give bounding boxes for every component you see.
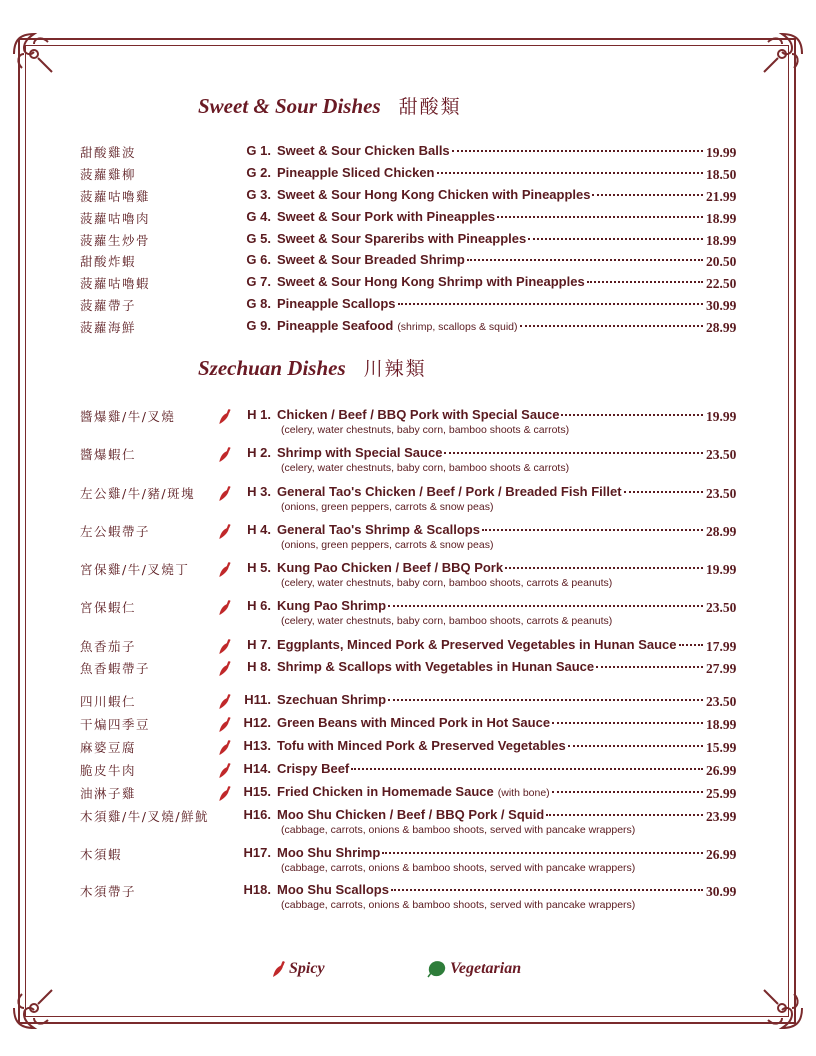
item-name: Moo Shu Shrimp	[277, 845, 381, 860]
item-name: Green Beans with Minced Pork in Hot Sauce	[277, 715, 551, 730]
chili-pepper-icon	[218, 716, 234, 732]
item-price: 23.50	[706, 447, 737, 462]
item-price: 22.50	[706, 276, 737, 291]
item-name: Sweet & Sour Chicken Balls	[277, 143, 450, 158]
item-price: 18.99	[706, 211, 737, 226]
item-name: Tofu with Minced Pork & Preserved Vegetables	[277, 738, 566, 753]
dot-leader	[552, 722, 703, 724]
item-price: 17.99	[706, 639, 737, 654]
legend-spicy	[272, 960, 325, 978]
dot-leader	[391, 889, 703, 891]
item-code: G 4.	[246, 209, 271, 224]
item-name-line	[277, 187, 703, 202]
item-price: 15.99	[706, 740, 737, 755]
item-note: (shrimp, scallops & squid)	[397, 321, 518, 333]
item-name: Sweet & Sour Hong Kong Chicken with Pineapples	[277, 187, 591, 202]
item-chinese-name: 菠蘿咕嚕雞	[80, 189, 151, 204]
dot-leader	[679, 644, 703, 646]
item-description: (celery, water chestnuts, baby corn, bamboo shoots, carrots & peanuts)	[281, 577, 613, 589]
item-chinese-name: 甜酸雞波	[80, 145, 137, 160]
item-price: 30.99	[706, 884, 737, 899]
item-price: 27.99	[706, 661, 737, 676]
chili-pepper-icon	[218, 638, 234, 654]
item-name: Sweet & Sour Pork with Pineapples	[277, 209, 496, 224]
item-code: H11.	[244, 692, 271, 707]
item-name-line	[277, 598, 703, 613]
dot-leader	[444, 452, 703, 454]
item-code: H 2.	[247, 445, 271, 460]
item-name: Eggplants, Minced Pork & Preserved Vegetables in Hunan Sauce	[277, 637, 677, 652]
dot-leader	[505, 567, 703, 569]
item-name: Sweet & Sour Breaded Shrimp	[277, 252, 465, 267]
item-chinese-name: 油淋子雞	[80, 786, 137, 801]
item-name-line	[277, 407, 703, 422]
item-name-line	[277, 845, 703, 860]
chili-pepper-icon	[272, 960, 286, 978]
item-code: G 7.	[246, 274, 271, 289]
chili-pepper-icon	[218, 660, 234, 676]
item-price: 20.50	[706, 254, 737, 269]
item-name-line	[277, 692, 703, 707]
dot-leader	[452, 150, 703, 152]
item-name-line	[277, 637, 703, 652]
item-description: (onions, green peppers, carrots & snow peas)	[281, 501, 494, 513]
legend-vegetarian-label: Vegetarian	[450, 960, 522, 977]
section-title-text: Szechuan Dishes	[198, 356, 346, 380]
corner-ornament-icon	[8, 982, 60, 1034]
item-name-line	[277, 165, 703, 180]
item-chinese-name: 木須雞/牛/叉燒/鮮魷	[80, 809, 210, 824]
item-chinese-name: 醬爆蝦仁	[80, 447, 137, 462]
item-price: 19.99	[706, 409, 737, 424]
item-name-line	[277, 484, 703, 499]
item-code: H16.	[243, 807, 271, 822]
section-title-chinese: 川辣類	[363, 358, 427, 380]
item-chinese-name: 醬爆雞/牛/叉燒	[80, 409, 176, 424]
item-name-line	[277, 445, 703, 460]
item-name: Chicken / Beef / BBQ Pork with Special Sauce	[277, 407, 560, 422]
item-price: 28.99	[706, 524, 737, 539]
dot-leader	[546, 814, 703, 816]
item-name: Sweet & Sour Hong Kong Shrimp with Pineapples	[277, 274, 585, 289]
item-name-line	[277, 522, 703, 537]
item-name-line	[277, 659, 703, 674]
item-price: 23.50	[706, 600, 737, 615]
item-code: G 5.	[246, 231, 271, 246]
item-name-line	[277, 784, 703, 799]
item-chinese-name: 左公蝦帶子	[80, 524, 151, 539]
dot-leader	[520, 325, 703, 327]
item-price: 26.99	[706, 847, 737, 862]
dot-leader	[552, 791, 703, 793]
item-note: (with bone)	[497, 787, 550, 799]
item-name: Shrimp & Scallops with Vegetables in Hunan Sauce	[277, 659, 595, 674]
item-chinese-name: 甜酸炸蝦	[80, 254, 137, 269]
item-price: 19.99	[706, 562, 737, 577]
chili-pepper-icon	[218, 561, 234, 577]
item-name: Moo Shu Scallops	[277, 882, 389, 897]
item-code: H12.	[243, 715, 271, 730]
item-price: 19.99	[706, 145, 737, 160]
leaf-icon	[427, 960, 447, 978]
item-price: 23.99	[706, 809, 737, 824]
item-chinese-name: 菠蘿咕嚕肉	[80, 211, 151, 226]
item-name-line	[277, 209, 703, 224]
item-chinese-name: 左公雞/牛/豬/斑塊	[80, 486, 196, 501]
item-price: 30.99	[706, 298, 737, 313]
dot-leader	[398, 303, 704, 305]
item-chinese-name: 菠蘿帶子	[80, 298, 137, 313]
item-chinese-name: 干煸四季豆	[80, 717, 151, 732]
item-name-line	[277, 296, 703, 311]
item-chinese-name: 木須帶子	[80, 884, 137, 899]
item-price: 25.99	[706, 786, 737, 801]
item-name: Pineapple Sliced Chicken	[277, 165, 435, 180]
item-description: (celery, water chestnuts, baby corn, bamboo shoots, carrots & peanuts)	[281, 615, 613, 627]
dot-leader	[382, 852, 703, 854]
item-description: (onions, green peppers, carrots & snow peas)	[281, 539, 494, 551]
item-description: (cabbage, carrots, onions & bamboo shoots, served with pancake wrappers)	[281, 824, 636, 836]
item-chinese-name: 宮保雞/牛/叉燒丁	[80, 562, 190, 577]
item-chinese-name: 魚香茄子	[80, 639, 137, 654]
item-code: H 8.	[247, 659, 271, 674]
dot-leader	[482, 529, 703, 531]
item-price: 23.50	[706, 694, 737, 709]
corner-ornament-icon	[8, 28, 60, 80]
item-name: Szechuan Shrimp	[277, 692, 387, 707]
item-name-line	[277, 318, 703, 333]
dot-leader	[351, 768, 703, 770]
item-name-line	[277, 761, 703, 776]
item-chinese-name: 宮保蝦仁	[80, 600, 137, 615]
item-price: 26.99	[706, 763, 737, 778]
item-name: Kung Pao Shrimp	[277, 598, 387, 613]
item-name: Pineapple Scallops	[277, 296, 396, 311]
item-code: H 4.	[247, 522, 271, 537]
chili-pepper-icon	[218, 446, 234, 462]
item-description: (celery, water chestnuts, baby corn, bamboo shoots & carrots)	[281, 424, 570, 436]
item-description: (cabbage, carrots, onions & bamboo shoots, served with pancake wrappers)	[281, 862, 636, 874]
dot-leader	[497, 216, 703, 218]
item-name-line	[277, 738, 703, 753]
item-name-line	[277, 231, 703, 246]
section-title-chinese: 甜酸類	[398, 96, 462, 118]
item-code: G 6.	[246, 252, 271, 267]
item-name: Shrimp with Special Sauce	[277, 445, 443, 460]
chili-pepper-icon	[218, 485, 234, 501]
item-name: Sweet & Sour Spareribs with Pineapples	[277, 231, 527, 246]
item-name: Kung Pao Chicken / Beef / BBQ Pork	[277, 560, 504, 575]
item-code: H13.	[243, 738, 271, 753]
dot-leader	[528, 238, 703, 240]
chili-pepper-icon	[218, 739, 234, 755]
item-code: H 1.	[247, 407, 271, 422]
section-title-szechuan	[198, 354, 427, 381]
legend-vegetarian	[427, 960, 521, 978]
item-chinese-name: 木須蝦	[80, 847, 123, 862]
item-name-line	[277, 274, 703, 289]
item-name: Pineapple Seafood	[277, 318, 394, 333]
item-code: H17.	[243, 845, 271, 860]
item-name-line	[277, 882, 703, 897]
item-name-line	[277, 807, 703, 822]
item-name: Crispy Beef	[277, 761, 350, 776]
item-price: 23.50	[706, 486, 737, 501]
item-chinese-name: 麻婆豆腐	[80, 740, 137, 755]
chili-pepper-icon	[218, 785, 234, 801]
item-code: H 6.	[247, 598, 271, 613]
item-code: H 5.	[247, 560, 271, 575]
item-price: 28.99	[706, 320, 737, 335]
chili-pepper-icon	[218, 693, 234, 709]
item-code: H 7.	[247, 637, 271, 652]
dot-leader	[624, 491, 703, 493]
corner-ornament-icon	[756, 982, 808, 1034]
item-name-line	[277, 143, 703, 158]
item-code: G 9.	[246, 318, 271, 333]
dot-leader	[388, 605, 703, 607]
item-code: H14.	[243, 761, 271, 776]
item-name-line	[277, 252, 703, 267]
item-code: H15.	[243, 784, 271, 799]
dot-leader	[596, 666, 703, 668]
item-chinese-name: 四川蝦仁	[80, 694, 137, 709]
item-name: General Tao's Chicken / Beef / Pork / Breaded Fish Fillet	[277, 484, 622, 499]
item-price: 18.99	[706, 233, 737, 248]
dot-leader	[587, 281, 703, 283]
item-description: (celery, water chestnuts, baby corn, bamboo shoots & carrots)	[281, 462, 570, 474]
item-chinese-name: 脆皮牛肉	[80, 763, 137, 778]
item-name: Moo Shu Chicken / Beef / BBQ Pork / Squid	[277, 807, 545, 822]
item-name: General Tao's Shrimp & Scallops	[277, 522, 480, 537]
item-name: Fried Chicken in Homemade Sauce	[277, 784, 494, 799]
item-price: 18.50	[706, 167, 737, 182]
item-chinese-name: 菠蘿雞柳	[80, 167, 137, 182]
chili-pepper-icon	[218, 762, 234, 778]
item-code: G 3.	[246, 187, 271, 202]
dot-leader	[467, 259, 703, 261]
item-chinese-name: 菠蘿生炒骨	[80, 233, 151, 248]
item-code: G 2.	[246, 165, 271, 180]
chili-pepper-icon	[218, 523, 234, 539]
dot-leader	[568, 745, 703, 747]
dot-leader	[388, 699, 703, 701]
item-chinese-name: 菠蘿海鮮	[80, 320, 137, 335]
item-code: H 3.	[247, 484, 271, 499]
legend-spicy-label: Spicy	[289, 960, 325, 977]
dot-leader	[592, 194, 703, 196]
dot-leader	[437, 172, 704, 174]
chili-pepper-icon	[218, 408, 234, 424]
section-title-text: Sweet & Sour Dishes	[198, 94, 381, 118]
item-name-line	[277, 560, 703, 575]
item-name-line	[277, 715, 703, 730]
item-code: G 1.	[246, 143, 271, 158]
section-title-sweet-sour	[198, 92, 462, 119]
item-chinese-name: 菠蘿咕嚕蝦	[80, 276, 151, 291]
item-chinese-name: 魚香蝦帶子	[80, 661, 151, 676]
chili-pepper-icon	[218, 599, 234, 615]
corner-ornament-icon	[756, 28, 808, 80]
item-description: (cabbage, carrots, onions & bamboo shoots, served with pancake wrappers)	[281, 899, 636, 911]
item-price: 18.99	[706, 717, 737, 732]
item-code: H18.	[243, 882, 271, 897]
item-code: G 8.	[246, 296, 271, 311]
item-price: 21.99	[706, 189, 737, 204]
dot-leader	[561, 414, 703, 416]
